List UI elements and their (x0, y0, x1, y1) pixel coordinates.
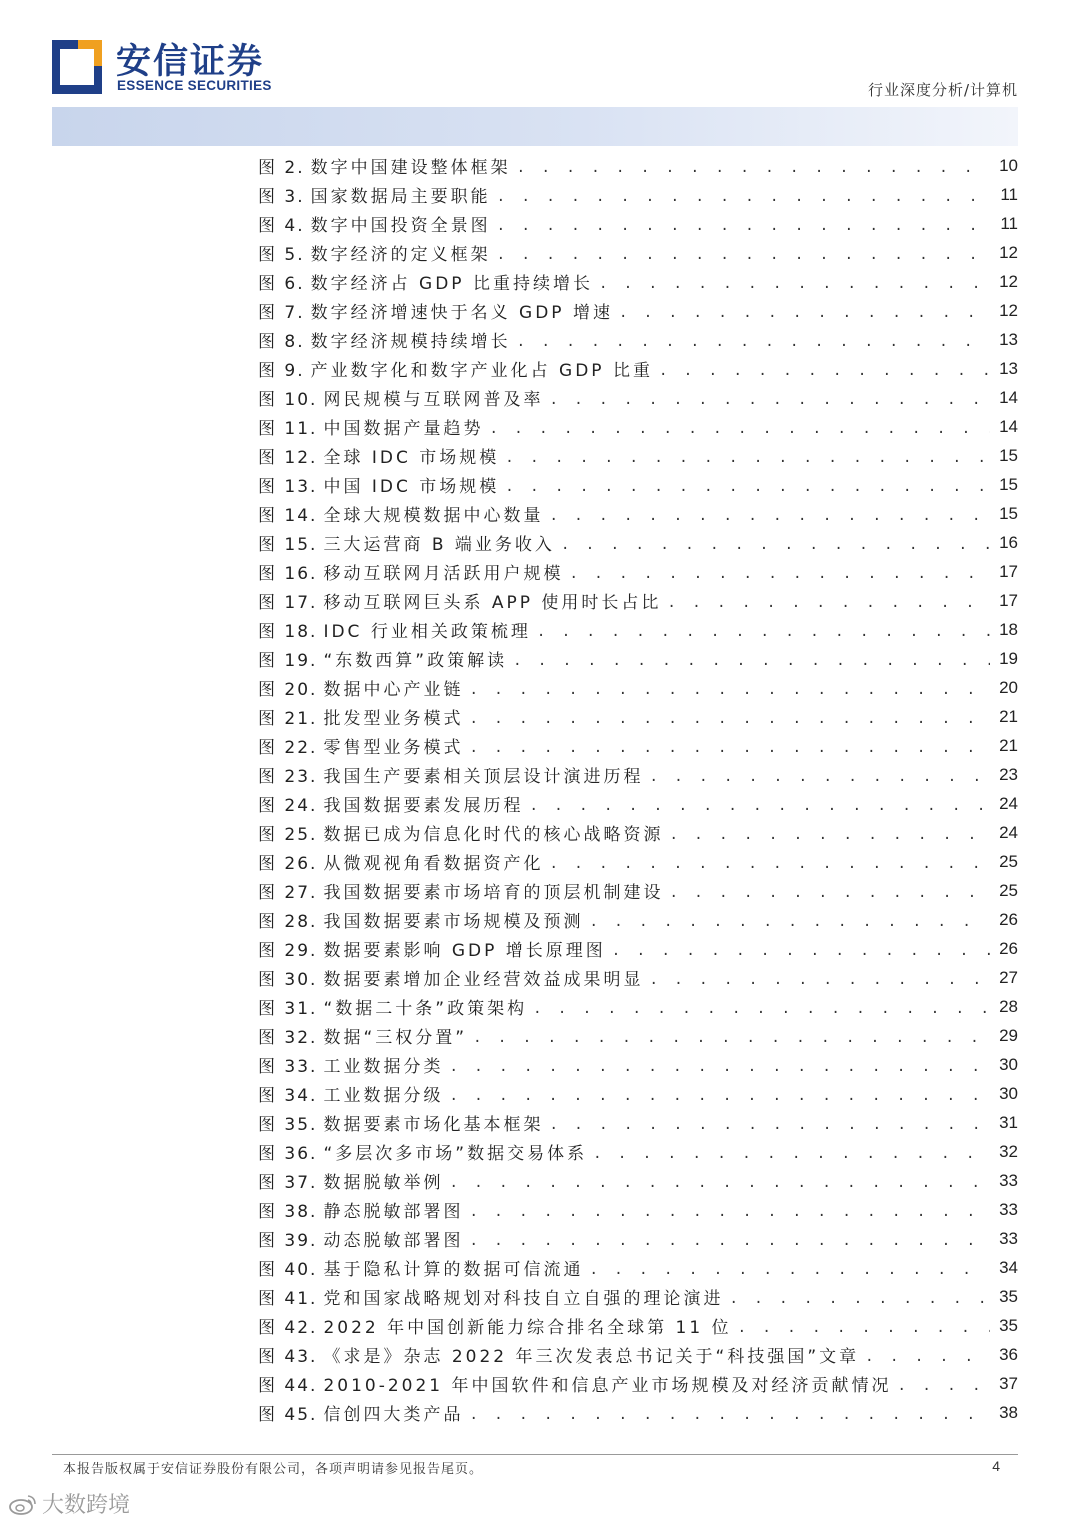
toc-entry[interactable] (258, 499, 1018, 528)
toc-dot-leader (561, 534, 990, 552)
toc-entry[interactable] (258, 383, 1018, 412)
toc-page-number: 27 (999, 967, 1018, 987)
toc-figure-number: 图 31. (258, 999, 318, 1019)
weibo-icon (8, 1492, 38, 1516)
toc-figure-title: 数据要素增加企业经营效益成果明显 (323, 970, 644, 990)
toc-entry[interactable] (258, 296, 1018, 325)
toc-page-number: 21 (999, 735, 1018, 755)
toc-dot-leader (619, 302, 990, 320)
toc-figure-number: 图 22. (258, 738, 318, 758)
toc-figure-title: 我国数据要素发展历程 (323, 796, 524, 816)
toc-entry[interactable] (258, 702, 1018, 731)
toc-page-number: 35 (999, 1286, 1018, 1306)
footer-divider (52, 1454, 1018, 1455)
toc-page-number: 38 (999, 1402, 1018, 1422)
watermark (8, 1488, 130, 1519)
toc-entry[interactable] (258, 1398, 1018, 1427)
toc-page-number: 14 (999, 416, 1018, 436)
toc-figure-title: 产业数字化和数字产业化占 GDP 比重 (310, 361, 653, 381)
toc-entry[interactable] (258, 586, 1018, 615)
toc-figure-number: 图 30. (258, 970, 318, 990)
toc-page-number: 26 (999, 909, 1018, 929)
toc-figure-title: 动态脱敏部署图 (323, 1231, 464, 1251)
toc-figure-title: 数字经济占 GDP 比重持续增长 (310, 274, 593, 294)
toc-page-number: 17 (999, 590, 1018, 610)
toc-figure-title: 零售型业务模式 (323, 738, 464, 758)
toc-entry[interactable] (258, 847, 1018, 876)
toc-entry[interactable] (258, 238, 1018, 267)
toc-figure-title: “数据二十条”政策架构 (323, 999, 528, 1019)
essence-logo-icon (52, 40, 102, 94)
toc-entry[interactable] (258, 876, 1018, 905)
toc-entry[interactable] (258, 1224, 1018, 1253)
toc-figure-title: 全球 IDC 市场规模 (323, 448, 500, 468)
toc-figure-number: 图 20. (258, 680, 318, 700)
toc-entry[interactable] (258, 992, 1018, 1021)
toc-figure-number: 图 16. (258, 564, 318, 584)
toc-page-number: 12 (999, 271, 1018, 291)
toc-dot-leader (649, 766, 990, 784)
toc-page-number: 12 (999, 300, 1018, 320)
toc-figure-title: 我国数据要素市场培育的顶层机制建设 (323, 883, 664, 903)
toc-dot-leader (589, 911, 990, 929)
toc-dot-leader (449, 1056, 990, 1074)
toc-dot-leader (549, 853, 990, 871)
toc-dot-leader (865, 1346, 990, 1364)
toc-entry[interactable] (258, 1108, 1018, 1137)
toc-page-number: 30 (999, 1054, 1018, 1074)
toc-dot-leader (505, 476, 990, 494)
toc-figure-number: 图 19. (258, 651, 318, 671)
toc-dot-leader (449, 1085, 990, 1103)
toc-figure-title: 工业数据分级 (323, 1086, 444, 1106)
toc-figure-number: 图 13. (258, 477, 318, 497)
toc-page-number: 21 (999, 706, 1018, 726)
toc-dot-leader (649, 969, 990, 987)
toc-entry[interactable] (258, 760, 1018, 789)
toc-dot-leader (517, 331, 990, 349)
toc-dot-leader (533, 998, 990, 1016)
toc-dot-leader (505, 447, 990, 465)
toc-entry[interactable] (258, 1253, 1018, 1282)
toc-figure-title: 数字中国建设整体框架 (310, 158, 511, 178)
toc-entry[interactable] (258, 905, 1018, 934)
toc-figure-title: 静态脱敏部署图 (323, 1202, 464, 1222)
toc-entry[interactable] (258, 180, 1018, 209)
toc-figure-title: 数据要素影响 GDP 增长原理图 (323, 941, 606, 961)
toc-page-number: 28 (999, 996, 1018, 1016)
toc-page-number: 24 (999, 793, 1018, 813)
toc-figure-title: 从微观视角看数据资产化 (323, 854, 544, 874)
toc-figure-number: 图 7. (258, 303, 305, 323)
toc-entry[interactable] (258, 963, 1018, 992)
toc-entry[interactable] (258, 673, 1018, 702)
toc-figure-title: 网民规模与互联网普及率 (323, 390, 544, 410)
toc-figure-number: 图 23. (258, 767, 318, 787)
toc-figure-number: 图 34. (258, 1086, 318, 1106)
toc-dot-leader (738, 1317, 990, 1335)
toc-figure-title: 数据已成为信息化时代的核心战略资源 (323, 825, 664, 845)
toc-figure-title: 中国 IDC 市场规模 (323, 477, 500, 497)
toc-page-number: 17 (999, 561, 1018, 581)
figure-table-of-contents (258, 151, 1018, 1427)
toc-figure-title: 2022 年中国创新能力综合排名全球第 11 位 (323, 1318, 732, 1338)
toc-dot-leader (669, 824, 990, 842)
toc-page-number: 12 (999, 242, 1018, 262)
toc-entry[interactable] (258, 557, 1018, 586)
toc-entry[interactable] (258, 267, 1018, 296)
toc-entry[interactable] (258, 1340, 1018, 1369)
toc-figure-number: 图 28. (258, 912, 318, 932)
toc-figure-number: 图 24. (258, 796, 318, 816)
toc-figure-title: 批发型业务模式 (323, 709, 464, 729)
toc-figure-number: 图 21. (258, 709, 318, 729)
toc-dot-leader (549, 389, 990, 407)
toc-figure-title: IDC 行业相关政策梳理 (323, 622, 531, 642)
toc-entry[interactable] (258, 1282, 1018, 1311)
toc-figure-title: 《求是》杂志 2022 年三次发表总书记关于“科技强国”文章 (323, 1347, 860, 1367)
toc-dot-leader (469, 679, 990, 697)
toc-page-number: 18 (999, 619, 1018, 639)
toc-figure-title: 数据要素市场化基本框架 (323, 1115, 544, 1135)
toc-entry[interactable] (258, 325, 1018, 354)
toc-page-number: 29 (999, 1025, 1018, 1045)
toc-dot-leader (469, 737, 990, 755)
toc-figure-number: 图 32. (258, 1028, 318, 1048)
header-banner (52, 107, 1018, 146)
toc-dot-leader (593, 1143, 990, 1161)
toc-entry[interactable] (258, 1050, 1018, 1079)
toc-page-number: 20 (999, 677, 1018, 697)
toc-figure-number: 图 37. (258, 1173, 318, 1193)
toc-dot-leader (513, 650, 990, 668)
toc-page-number: 34 (999, 1257, 1018, 1277)
toc-page-number: 36 (999, 1344, 1018, 1364)
toc-dot-leader (497, 244, 990, 262)
toc-figure-title: 2010-2021 年中国软件和信息产业市场规模及对经济贡献情况 (323, 1376, 892, 1396)
toc-figure-title: 三大运营商 B 端业务收入 (323, 535, 555, 555)
toc-figure-number: 图 41. (258, 1289, 318, 1309)
toc-figure-number: 图 44. (258, 1376, 318, 1396)
toc-figure-title: 数字中国投资全景图 (310, 216, 491, 236)
toc-figure-number: 图 10. (258, 390, 318, 410)
toc-page-number: 13 (999, 329, 1018, 349)
toc-figure-number: 图 29. (258, 941, 318, 961)
toc-figure-title: 党和国家战略规划对科技自立自强的理论演进 (323, 1289, 724, 1309)
toc-figure-number: 图 18. (258, 622, 318, 642)
toc-page-number: 19 (999, 648, 1018, 668)
page-number: 4 (992, 1458, 1000, 1474)
toc-entry[interactable] (258, 789, 1018, 818)
toc-dot-leader (898, 1375, 990, 1393)
toc-figure-number: 图 25. (258, 825, 318, 845)
toc-figure-number: 图 42. (258, 1318, 318, 1338)
toc-page-number: 13 (999, 358, 1018, 378)
toc-page-number: 14 (999, 387, 1018, 407)
toc-dot-leader (449, 1172, 990, 1190)
toc-entry[interactable] (258, 1195, 1018, 1224)
toc-page-number: 32 (999, 1141, 1018, 1161)
toc-page-number: 23 (999, 764, 1018, 784)
toc-entry[interactable] (258, 470, 1018, 499)
toc-figure-number: 图 26. (258, 854, 318, 874)
toc-entry[interactable] (258, 934, 1018, 963)
toc-figure-number: 图 27. (258, 883, 318, 903)
toc-figure-number: 图 12. (258, 448, 318, 468)
toc-figure-title: “东数西算”政策解读 (323, 651, 508, 671)
toc-figure-title: 数字经济规模持续增长 (310, 332, 511, 352)
toc-dot-leader (729, 1288, 990, 1306)
toc-figure-number: 图 35. (258, 1115, 318, 1135)
toc-entry[interactable] (258, 731, 1018, 760)
logo-english-name: ESSENCE SECURITIES (117, 78, 272, 93)
toc-entry[interactable] (258, 818, 1018, 847)
toc-page-number: 35 (999, 1315, 1018, 1335)
toc-entry[interactable] (258, 412, 1018, 441)
toc-dot-leader (549, 1114, 990, 1132)
toc-entry[interactable] (258, 1311, 1018, 1340)
toc-entry[interactable] (258, 528, 1018, 557)
toc-entry[interactable] (258, 1369, 1018, 1398)
toc-figure-title: 数据“三权分置” (323, 1028, 468, 1048)
toc-figure-number: 图 40. (258, 1260, 318, 1280)
toc-dot-leader (473, 1027, 990, 1045)
toc-entry[interactable] (258, 209, 1018, 238)
toc-figure-title: 国家数据局主要职能 (310, 187, 491, 207)
logo-chinese-name: 安信证券 (116, 42, 265, 82)
toc-dot-leader (549, 505, 990, 523)
toc-entry[interactable] (258, 615, 1018, 644)
toc-figure-number: 图 39. (258, 1231, 318, 1251)
toc-figure-title: 信创四大类产品 (323, 1405, 464, 1425)
toc-page-number: 25 (999, 851, 1018, 871)
toc-page-number: 15 (999, 445, 1018, 465)
toc-dot-leader (599, 273, 990, 291)
toc-figure-title: 移动互联网巨头系 APP 使用时长占比 (323, 593, 662, 613)
toc-figure-number: 图 5. (258, 245, 305, 265)
toc-figure-number: 图 15. (258, 535, 318, 555)
toc-entry[interactable] (258, 354, 1018, 383)
footer-disclaimer: 本报告版权属于安信证券股份有限公司，各项声明请参见报告尾页。 (63, 1462, 484, 1477)
toc-page-number: 33 (999, 1199, 1018, 1219)
toc-entry[interactable] (258, 1137, 1018, 1166)
toc-dot-leader (497, 186, 990, 204)
toc-figure-number: 图 9. (258, 361, 305, 381)
toc-page-number: 11 (1000, 213, 1018, 233)
report-category: 行业深度分析/计算机 (867, 81, 1018, 99)
toc-dot-leader (612, 940, 990, 958)
toc-figure-title: 数据脱敏举例 (323, 1173, 444, 1193)
toc-dot-leader (469, 1230, 990, 1248)
toc-dot-leader (469, 1201, 990, 1219)
toc-page-number: 31 (999, 1112, 1018, 1132)
toc-figure-title: 我国生产要素相关顶层设计演进历程 (323, 767, 644, 787)
toc-dot-leader (589, 1259, 990, 1277)
toc-page-number: 10 (999, 155, 1018, 175)
toc-figure-title: 全球大规模数据中心数量 (323, 506, 544, 526)
toc-dot-leader (669, 882, 990, 900)
toc-dot-leader (489, 418, 990, 436)
toc-page-number: 30 (999, 1083, 1018, 1103)
toc-dot-leader (529, 795, 990, 813)
toc-page-number: 33 (999, 1170, 1018, 1190)
toc-page-number: 16 (999, 532, 1018, 552)
toc-dot-leader (497, 215, 990, 233)
toc-figure-number: 图 4. (258, 216, 305, 236)
toc-figure-title: 中国数据产量趋势 (323, 419, 484, 439)
toc-dot-leader (659, 360, 990, 378)
toc-figure-number: 图 17. (258, 593, 318, 613)
toc-page-number: 33 (999, 1228, 1018, 1248)
toc-entry[interactable] (258, 441, 1018, 470)
toc-figure-title: 基于隐私计算的数据可信流通 (323, 1260, 584, 1280)
toc-page-number: 15 (999, 474, 1018, 494)
toc-figure-title: 我国数据要素市场规模及预测 (323, 912, 584, 932)
toc-figure-title: 数字经济的定义框架 (310, 245, 491, 265)
toc-figure-title: 数据中心产业链 (323, 680, 464, 700)
toc-figure-number: 图 36. (258, 1144, 318, 1164)
toc-dot-leader (469, 1404, 990, 1422)
toc-figure-title: 工业数据分类 (323, 1057, 444, 1077)
toc-figure-number: 图 43. (258, 1347, 318, 1367)
toc-dot-leader (517, 157, 990, 175)
toc-figure-number: 图 3. (258, 187, 305, 207)
toc-figure-number: 图 8. (258, 332, 305, 352)
toc-page-number: 26 (999, 938, 1018, 958)
toc-figure-number: 图 38. (258, 1202, 318, 1222)
toc-figure-number: 图 14. (258, 506, 318, 526)
toc-figure-title: 移动互联网月活跃用户规模 (323, 564, 564, 584)
toc-entry[interactable] (258, 1021, 1018, 1050)
toc-page-number: 24 (999, 822, 1018, 842)
toc-figure-title: 数字经济增速快于名义 GDP 增速 (310, 303, 613, 323)
toc-figure-number: 图 6. (258, 274, 305, 294)
toc-figure-number: 图 45. (258, 1405, 318, 1425)
toc-figure-title: “多层次多市场”数据交易体系 (323, 1144, 588, 1164)
toc-page-number: 15 (999, 503, 1018, 523)
toc-page-number: 37 (999, 1373, 1018, 1393)
toc-entry[interactable] (258, 644, 1018, 673)
toc-figure-number: 图 2. (258, 158, 305, 178)
toc-entry[interactable] (258, 1079, 1018, 1108)
toc-figure-number: 图 11. (258, 419, 318, 439)
toc-figure-number: 图 33. (258, 1057, 318, 1077)
watermark-text: 大数跨境 (42, 1493, 131, 1518)
toc-page-number: 25 (999, 880, 1018, 900)
toc-dot-leader (537, 621, 990, 639)
toc-entry[interactable] (258, 151, 1018, 180)
toc-dot-leader (569, 563, 990, 581)
toc-entry[interactable] (258, 1166, 1018, 1195)
toc-page-number: 11 (1000, 184, 1018, 204)
toc-dot-leader (469, 708, 990, 726)
toc-dot-leader (667, 592, 990, 610)
